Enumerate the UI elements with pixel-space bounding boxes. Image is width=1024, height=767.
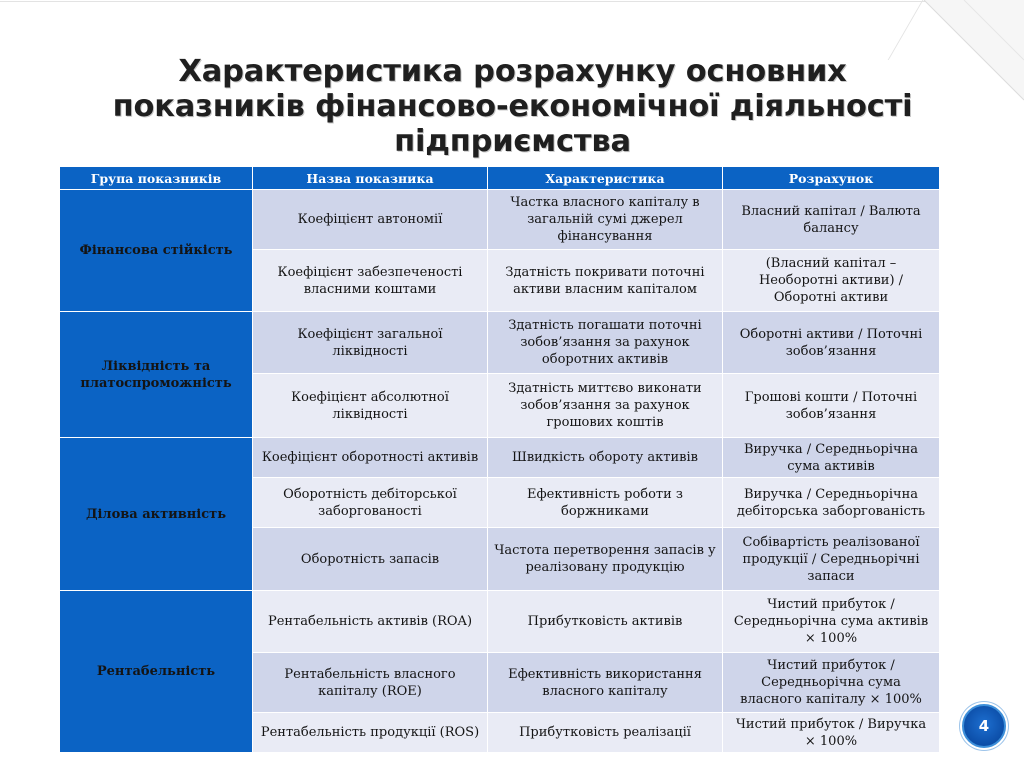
indicator-cell: Коефіцієнт забезпеченості власними коштами — [253, 250, 488, 312]
indicator-cell: Коефіцієнт абсолютної ліквідності — [253, 374, 488, 438]
formula-cell: Оборотні активи / Поточні зобов’язання — [723, 312, 940, 374]
formula-cell: Чистий прибуток / Середньорічна сума власного капіталу × 100% — [723, 653, 940, 713]
group-cell: Ділова активність — [60, 438, 253, 591]
formula-cell: Виручка / Середньорічна сума активів — [723, 438, 940, 478]
description-cell: Частота перетворення запасів у реалізовану продукцію — [488, 528, 723, 591]
page-number-badge: 4 — [962, 704, 1006, 748]
formula-cell: Грошові кошти / Поточні зобов’язання — [723, 374, 940, 438]
indicator-cell: Рентабельність власного капіталу (ROE) — [253, 653, 488, 713]
indicator-cell: Рентабельність активів (ROA) — [253, 591, 488, 653]
table-row — [60, 591, 940, 653]
description-cell: Частка власного капіталу в загальній сумі джерел фінансування — [488, 190, 723, 250]
formula-cell: Виручка / Середньорічна дебіторська заборгованість — [723, 478, 940, 528]
group-cell: Рентабельність — [60, 591, 253, 753]
title-line: показників фінансово-економічної діяльності — [112, 89, 913, 124]
indicator-cell: Оборотність запасів — [253, 528, 488, 591]
formula-cell: Власний капітал / Валюта балансу — [723, 190, 940, 250]
description-cell: Здатність погашати поточні зобов’язання за рахунок оборотних активів — [488, 312, 723, 374]
indicator-cell: Коефіцієнт оборотності активів — [253, 438, 488, 478]
indicators-table — [59, 166, 940, 753]
group-cell: Ліквідність та платоспроможність — [60, 312, 253, 438]
description-cell: Здатність покривати поточні активи власним капіталом — [488, 250, 723, 312]
group-cell: Фінансова стійкість — [60, 190, 253, 312]
description-cell: Прибутковість реалізації — [488, 713, 723, 753]
indicator-cell: Коефіцієнт автономії — [253, 190, 488, 250]
table-header-row — [60, 167, 940, 190]
indicator-cell: Коефіцієнт загальної ліквідності — [253, 312, 488, 374]
header-formula: Розрахунок — [723, 167, 940, 190]
table-row — [60, 312, 940, 374]
formula-cell: Чистий прибуток / Виручка × 100% — [723, 713, 940, 753]
decorative-line — [0, 1, 1024, 2]
description-cell: Ефективність роботи з боржниками — [488, 478, 723, 528]
header-group: Група показників — [60, 167, 253, 190]
description-cell: Прибутковість активів — [488, 591, 723, 653]
title-line: підприємства — [394, 124, 631, 159]
description-cell: Ефективність використання власного капіталу — [488, 653, 723, 713]
description-cell: Швидкість обороту активів — [488, 438, 723, 478]
title-line: Характеристика розрахунку основних — [178, 54, 847, 89]
header-indicator: Назва показника — [253, 167, 488, 190]
indicator-cell: Оборотність дебіторської заборгованості — [253, 478, 488, 528]
formula-cell: Чистий прибуток / Середньорічна сума активів × 100% — [723, 591, 940, 653]
indicator-cell: Рентабельність продукції (ROS) — [253, 713, 488, 753]
slide-title — [60, 54, 965, 159]
table-row — [60, 438, 940, 478]
table-row — [60, 190, 940, 250]
formula-cell: (Власний капітал – Необоротні активи) / Оборотні активи — [723, 250, 940, 312]
formula-cell: Собівартість реалізованої продукції / Середньорічні запаси — [723, 528, 940, 591]
header-description: Характеристика — [488, 167, 723, 190]
description-cell: Здатність миттєво виконати зобов’язання за рахунок грошових коштів — [488, 374, 723, 438]
